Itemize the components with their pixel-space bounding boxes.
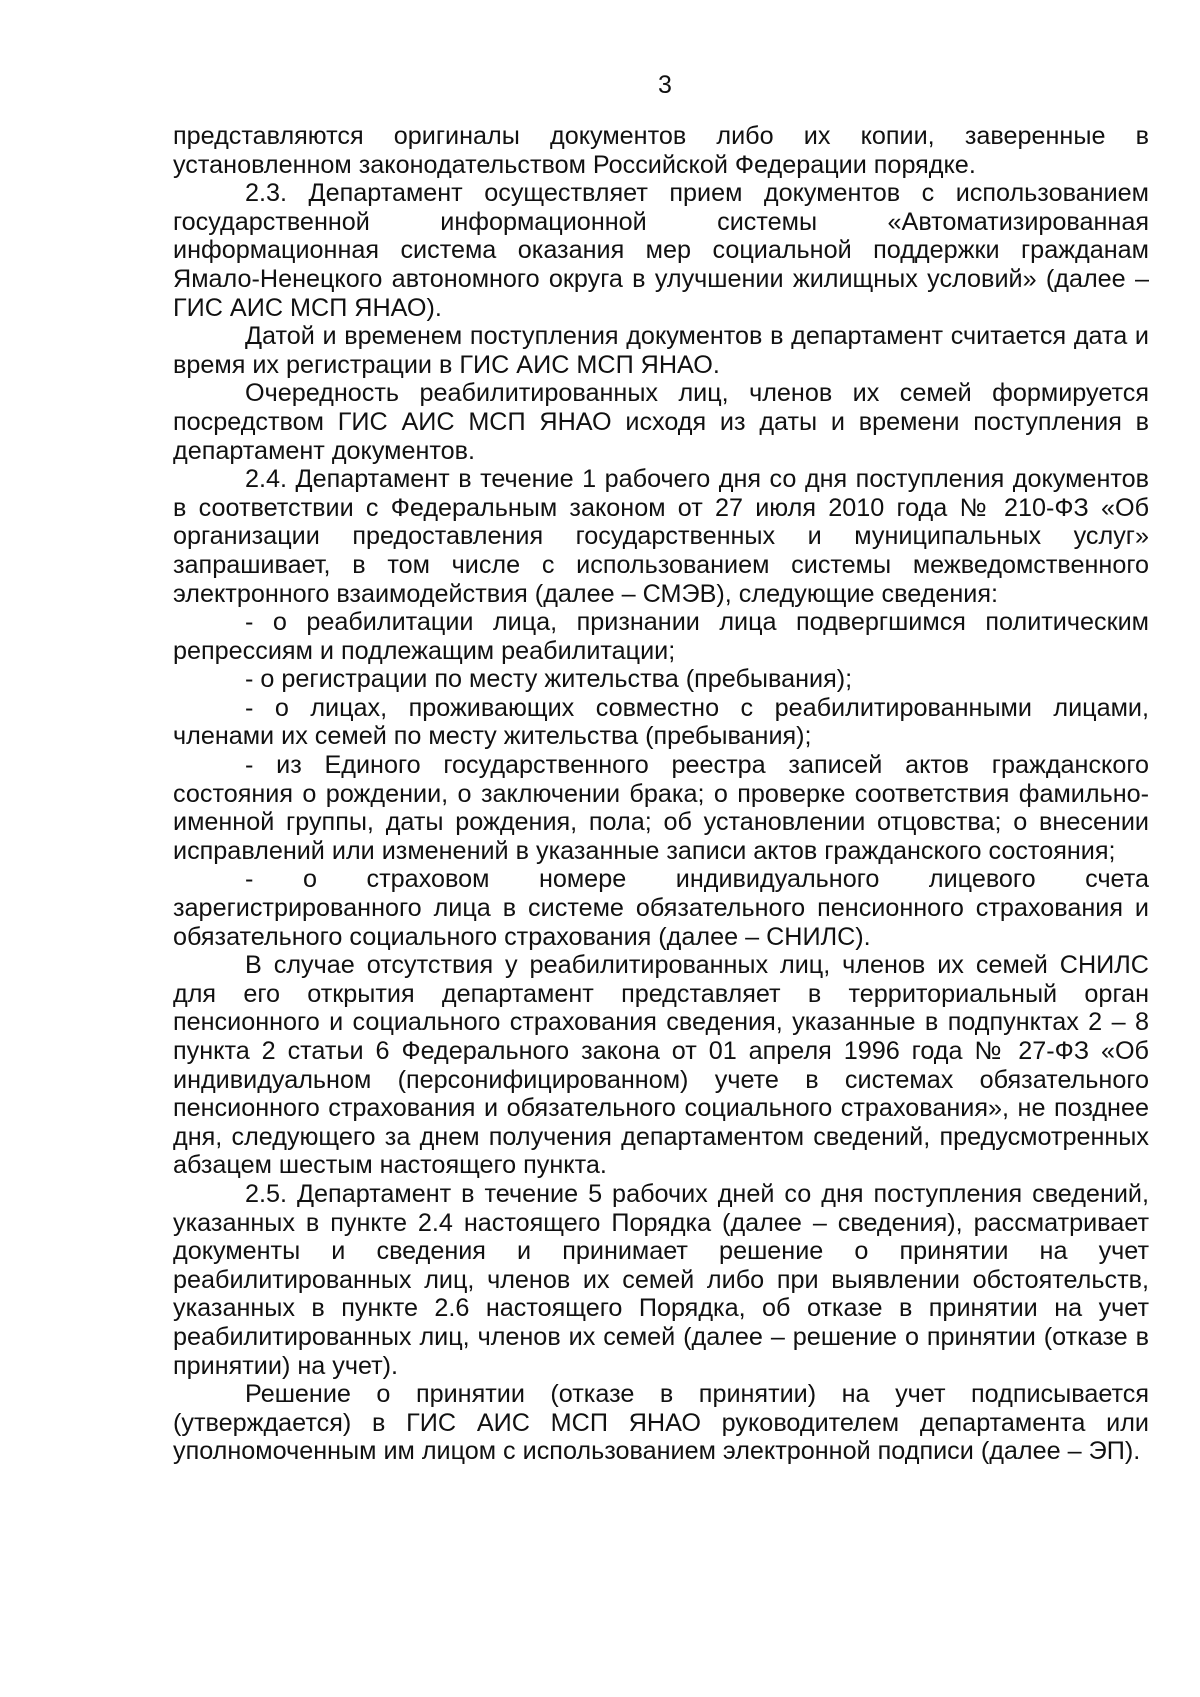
paragraph: В случае отсутствия у реабилитированных лиц, членов их семей СНИЛС для его открытия департамент представляет в территориальный орган пенсионного и социального страхования сведения, указанные в подпунктах 2 – 8 пункта 2 статьи 6 Федерального закона от 01 апреля 1996 года № 27-ФЗ «Об индивидуальном (персонифицированном) учете в системах обязательного пенсионного страхования и обязательного социального страхования», не позднее дня, следующего за днем получения департаментом сведений, предусмотренных абзацем шестым настоящего пункта. (173, 951, 1149, 1180)
paragraph: Датой и временем поступления документов в департамент считается дата и время их регистрации в ГИС АИС МСП ЯНАО. (173, 322, 1149, 379)
paragraph: представляются оригиналы документов либо их копии, заверенные в установленном законодательством Российской Федерации порядке. (173, 122, 1149, 179)
paragraph: - из Единого государственного реестра записей актов гражданского состояния о рождении, о заключении брака; о проверке соответствия фамильно-именной группы, даты рождения, пола; об установлении отцовства; о внесении исправлений или изменений в указанные записи актов гражданского состояния; (173, 751, 1149, 865)
document-body (173, 122, 1149, 1466)
page-number: 3 (658, 71, 672, 99)
paragraph: Очередность реабилитированных лиц, членов их семей формируется посредством ГИС АИС МСП ЯНАО исходя из даты и времени поступления в департамент документов. (173, 379, 1149, 465)
paragraph: Решение о принятии (отказе в принятии) на учет подписывается (утверждается) в ГИС АИС МСП ЯНАО руководителем департамента или уполномоченным им лицом с использованием электронной подписи (далее – ЭП). (173, 1380, 1149, 1466)
paragraph: - о реабилитации лица, признании лица подвергшимся политическим репрессиям и подлежащим реабилитации; (173, 608, 1149, 665)
paragraph: - о лицах, проживающих совместно с реабилитированными лицами, членами их семей по месту жительства (пребывания); (173, 693, 1149, 751)
paragraph: 2.5. Департамент в течение 5 рабочих дней со дня поступления сведений, указанных в пункте 2.4 настоящего Порядка (далее – сведения), рассматривает документы и сведения и принимает решение о принятии на учет реабилитированных лиц, членов их семей либо при выявлении обстоятельств, указанных в пункте 2.6 настоящего Порядка, об отказе в принятии на учет реабилитированных лиц, членов их семей (далее – решение о принятии (отказе в принятии) на учет). (173, 1179, 1149, 1380)
paragraph: 2.3. Департамент осуществляет прием документов с использованием государственной информационной системы «Автоматизированная информационная система оказания мер социальной поддержки гражданам Ямало-Ненецкого автономного округа в улучшении жилищных условий» (далее – ГИС АИС МСП ЯНАО). (173, 179, 1149, 322)
paragraph: 2.4. Департамент в течение 1 рабочего дня со дня поступления документов в соответствии с Федеральным законом от 27 июля 2010 года № 210-ФЗ «Об организации предоставления государственных и муниципальных услуг» запрашивает, в том числе с использованием системы межведомственного электронного взаимодействия (далее – СМЭВ), следующие сведения: (173, 465, 1149, 608)
paragraph: - о регистрации по месту жительства (пребывания); (245, 665, 853, 694)
paragraph: - о страховом номере индивидуального лицевого счета зарегистрированного лица в системе обязательного пенсионного страхования и обязательного социального страхования (далее – СНИЛС). (173, 865, 1149, 951)
